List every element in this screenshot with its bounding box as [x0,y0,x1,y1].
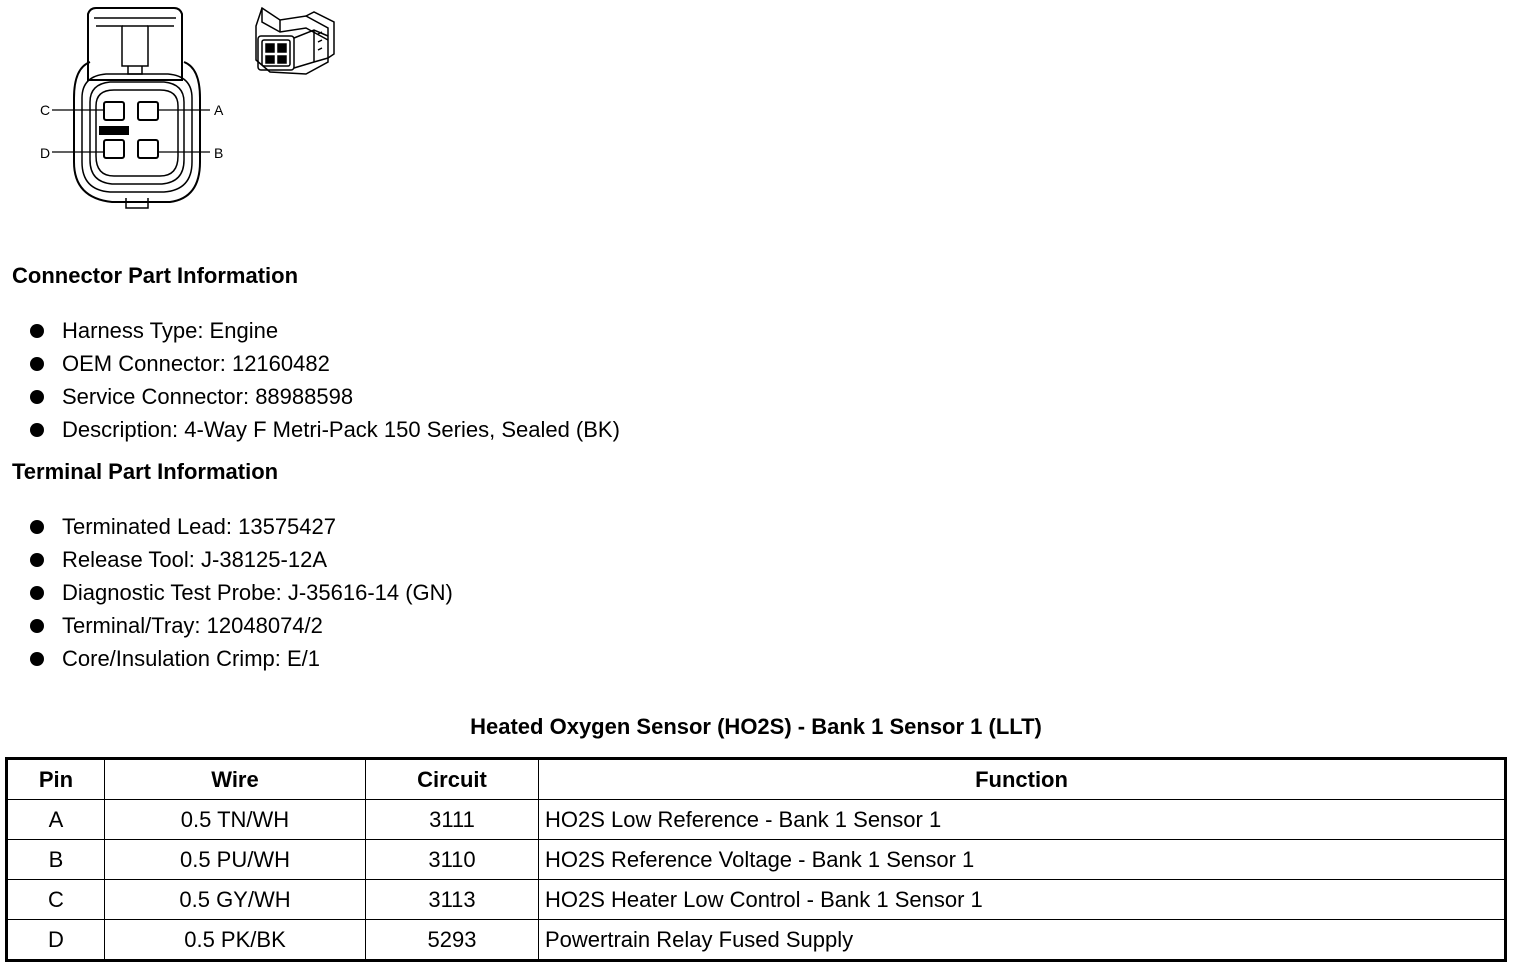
bullet-icon [30,586,44,600]
cell-function: HO2S Low Reference - Bank 1 Sensor 1 [539,800,1506,840]
list-item [28,380,620,413]
table-row [7,800,1506,840]
list-item [28,314,620,347]
cell-pin: B [7,840,105,880]
pin-table-title: Heated Oxygen Sensor (HO2S) - Bank 1 Sensor 1 (LLT) [470,714,1042,739]
terminal-info-list [28,510,453,675]
cell-function: HO2S Reference Voltage - Bank 1 Sensor 1 [539,840,1506,880]
connector-diagram [30,2,370,212]
list-item-text: OEM Connector: 12160482 [62,351,330,376]
pin-label-c: C [40,102,51,118]
pin-label-b: B [214,145,224,161]
cell-circuit: 3113 [366,880,539,920]
terminal-info-title: Terminal Part Information [12,459,279,484]
bullet-icon [30,357,44,371]
bullet-icon [30,390,44,404]
list-item-text: Service Connector: 88988598 [62,384,354,409]
list-item [28,609,453,642]
pin-label-d: D [40,145,51,161]
list-item [28,543,453,576]
cell-wire: 0.5 GY/WH [105,880,366,920]
bullet-icon [30,619,44,633]
cell-circuit: 3111 [366,800,539,840]
header-circuit: Circuit [366,759,539,800]
cell-pin: A [7,800,105,840]
bullet-icon [30,652,44,666]
cell-function: Powertrain Relay Fused Supply [539,920,1506,961]
table-row [7,880,1506,920]
list-item-text: Release Tool: J-38125-12A [62,547,327,572]
cell-wire: 0.5 PU/WH [105,840,366,880]
header-wire: Wire [105,759,366,800]
list-item-text: Diagnostic Test Probe: J-35616-14 (GN) [62,580,453,605]
table-row [7,840,1506,880]
connector-isometric-icon [256,8,334,74]
cell-pin: D [7,920,105,961]
table-header-row [7,759,1506,800]
cell-pin: C [7,880,105,920]
header-function: Function [539,759,1506,800]
list-item [28,642,453,675]
bullet-icon [30,423,44,437]
bullet-icon [30,553,44,567]
list-item-text: Terminated Lead: 13575427 [62,514,336,539]
table-row [7,920,1506,961]
list-item-text: Terminal/Tray: 12048074/2 [62,613,323,638]
list-item [28,347,620,380]
connector-face-svg [30,2,370,212]
bullet-icon [30,324,44,338]
list-item-text: Harness Type: Engine [62,318,279,343]
cell-function: HO2S Heater Low Control - Bank 1 Sensor 1 [539,880,1506,920]
cell-wire: 0.5 PK/BK [105,920,366,961]
cell-circuit: 3110 [366,840,539,880]
cell-circuit: 5293 [366,920,539,961]
bullet-icon [30,520,44,534]
pin-label-a: A [214,102,224,118]
list-item-text: Description: 4-Way F Metri-Pack 150 Series, Sealed (BK) [62,417,620,442]
list-item-text: Core/Insulation Crimp: E/1 [62,646,320,671]
list-item [28,413,620,446]
cell-wire: 0.5 TN/WH [105,800,366,840]
connector-info-list [28,314,620,446]
list-item [28,510,453,543]
connector-info-title: Connector Part Information [12,263,299,288]
pin-table [5,757,1507,962]
header-pin: Pin [7,759,105,800]
list-item [28,576,453,609]
